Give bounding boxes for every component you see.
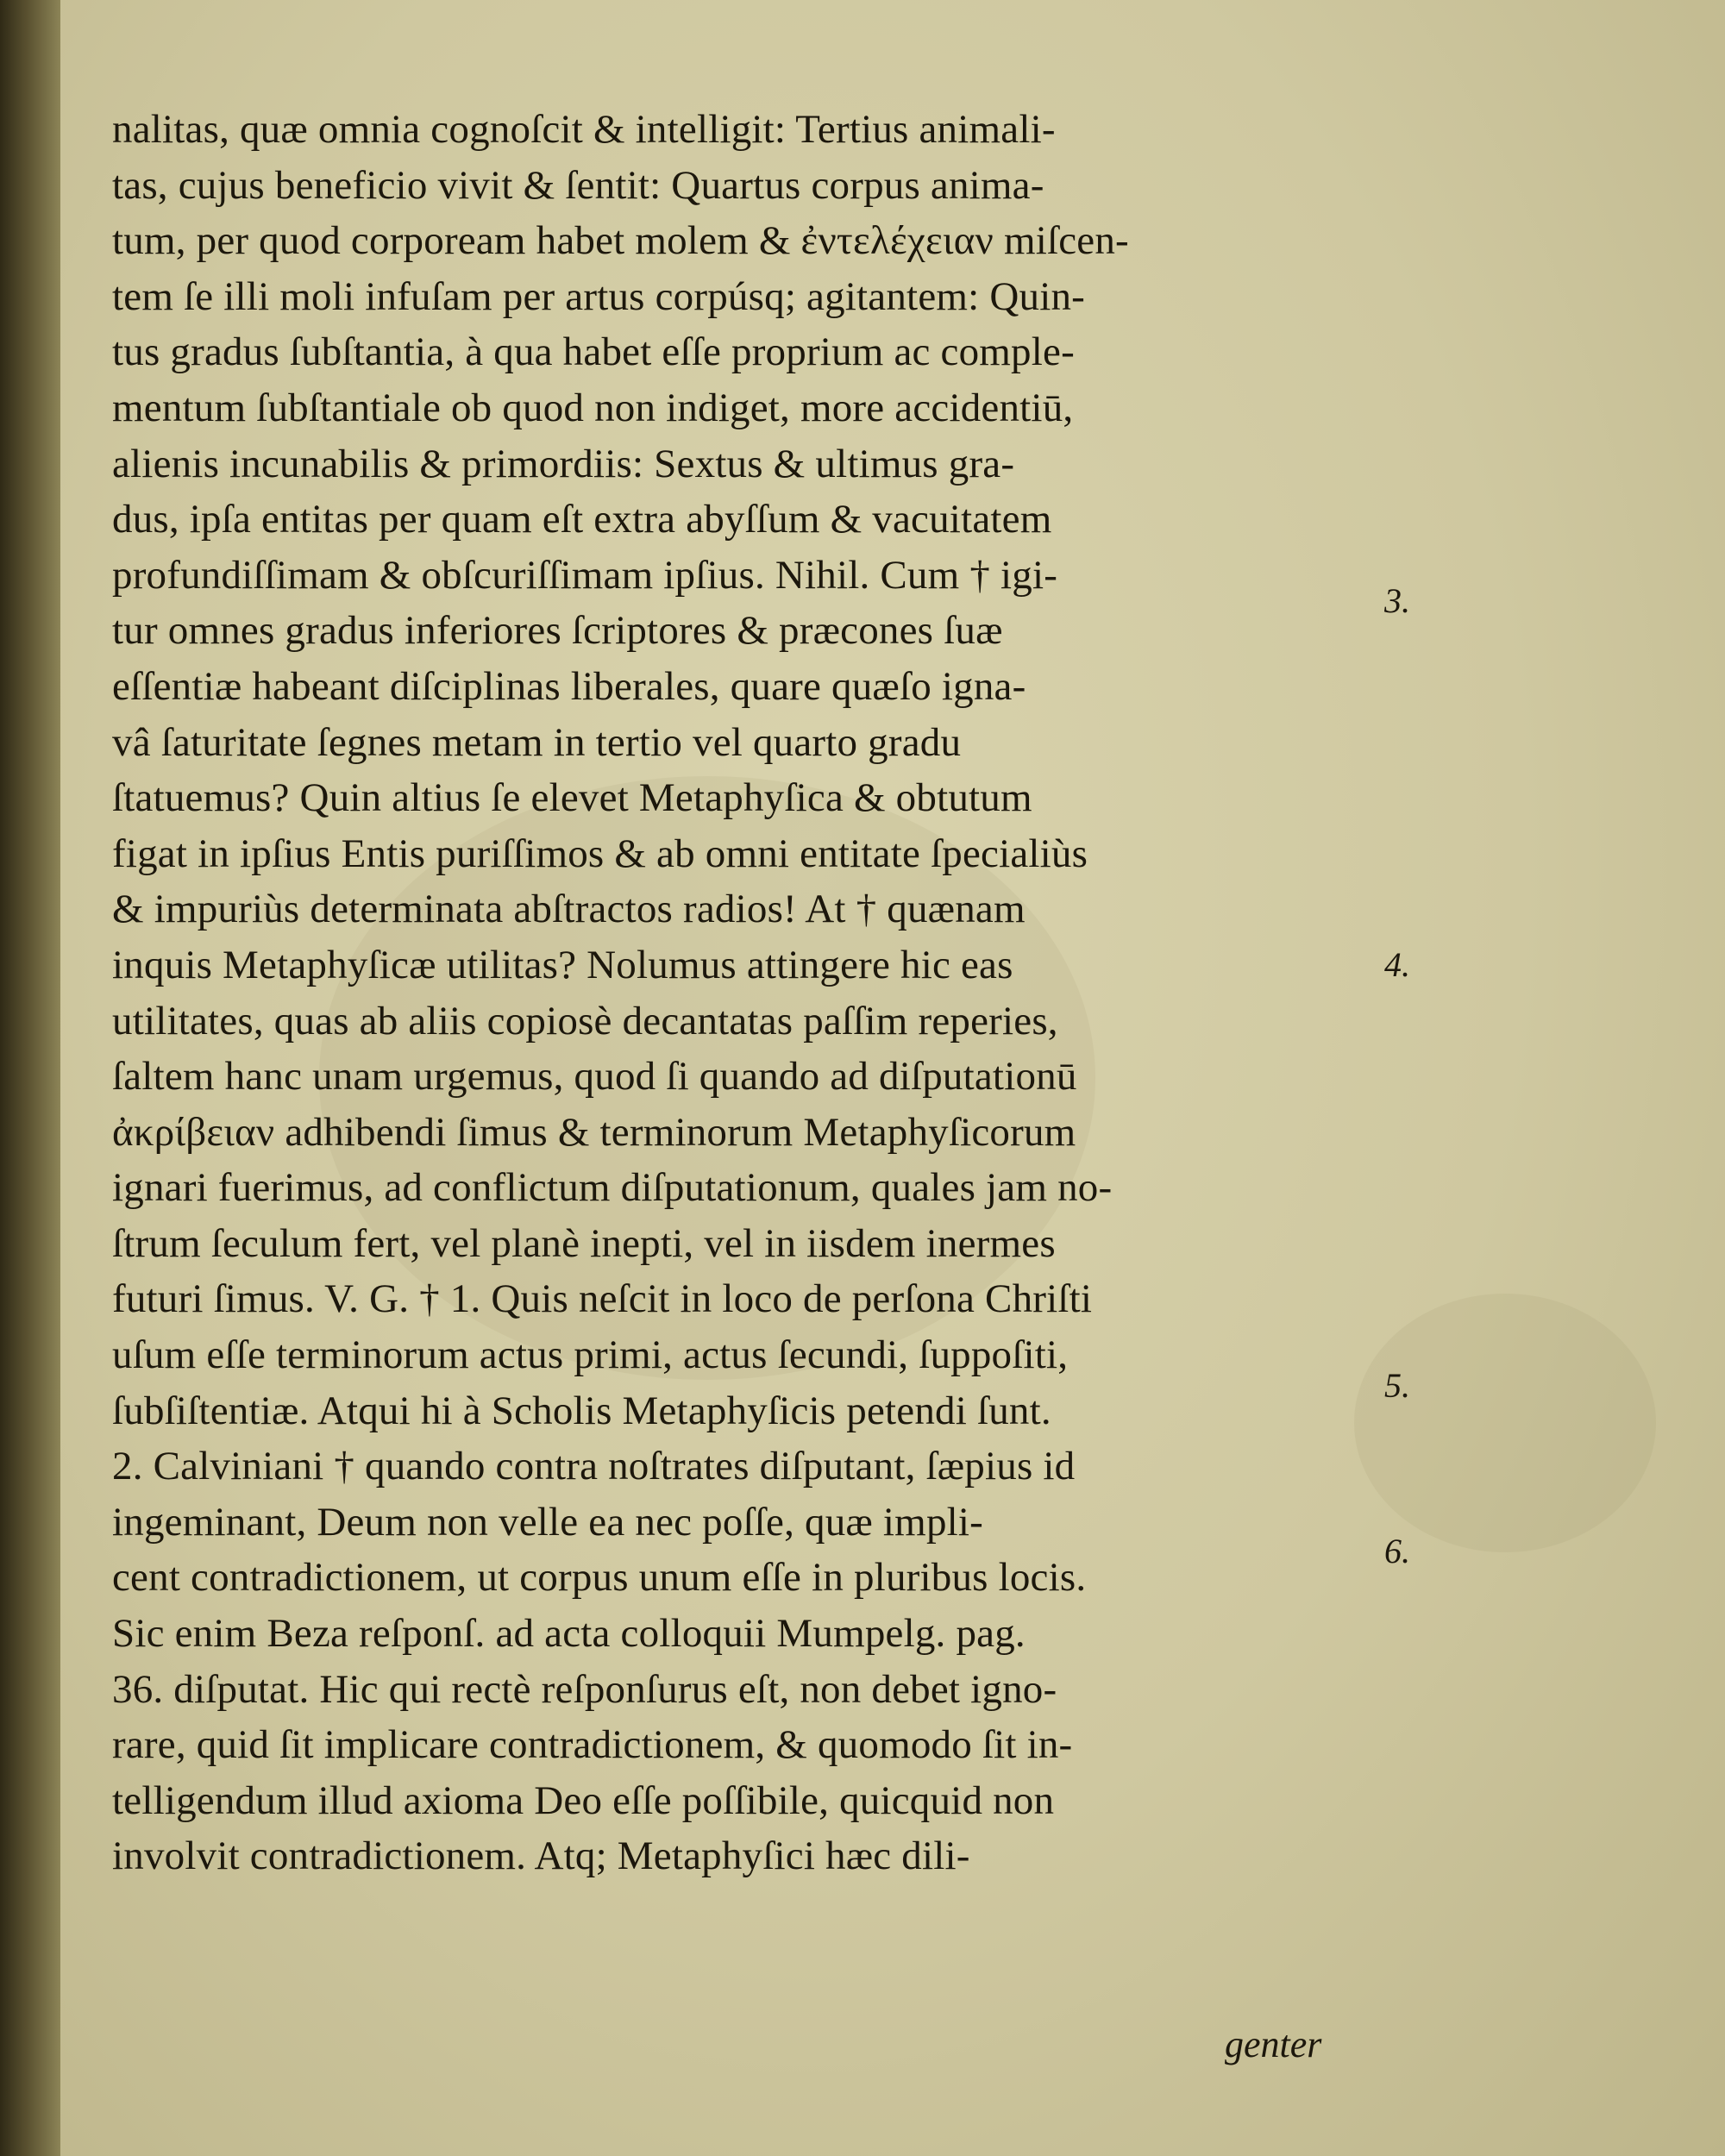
book-spine-shadow	[0, 0, 60, 2156]
text-line: nalitas, quæ omnia cognoſcit & intelligit: Tertius animali-	[112, 107, 1056, 152]
text-line: mentum ſubſtantiale ob quod non indiget, more accidentiū,	[112, 385, 1074, 430]
text-line: & impuriùs determinata abſtractos radios! At † quænam	[112, 887, 1026, 932]
text-line: cent contradictionem, ut corpus unum eſſe in pluribus locis.	[112, 1555, 1087, 1601]
text-line: ſtrum ſeculum fert, vel planè inepti, vel in iisdem inermes	[112, 1220, 1056, 1266]
text-line: rare, quid ſit implicare contradictionem, & quomodo ſit in-	[112, 1722, 1073, 1768]
paper-stain	[1354, 1294, 1656, 1552]
text-line: utilitates, quas ab aliis copiosè decantatas paſſim reperies,	[112, 998, 1058, 1044]
text-line: figat in ipſius Entis puriſſimos & ab omni entitate ſpecialiùs	[112, 830, 1088, 876]
text-line: involvit contradictionem. Atq; Metaphyſici hæc dili-	[112, 1833, 970, 1879]
text-line: profundiſſimam & obſcuriſſimam ipſius. Nihil. Cum † igi-	[112, 552, 1058, 598]
text-line: ignari fuerimus, ad conflictum diſputationum, quales jam no-	[112, 1165, 1113, 1211]
body-text	[112, 102, 1371, 1884]
text-line: futuri ſimus. V. G. † 1. Quis neſcit in loco de perſona Chriſti	[112, 1276, 1093, 1322]
text-line: ſubſiſtentiæ. Atqui hi à Scholis Metaphyſicis petendi ſunt.	[112, 1388, 1051, 1433]
text-line: tas, cujus beneficio vivit & ſentit: Quartus corpus anima-	[112, 162, 1044, 208]
margin-note: 3.	[1384, 581, 1410, 620]
text-line: alienis incunabilis & primordiis: Sextus & ultimus gra-	[112, 441, 1015, 486]
margin-note: 6.	[1384, 1532, 1410, 1570]
text-line: ἀκρίβειαν adhibendi ſimus & terminorum Metaphyſicorum	[112, 1109, 1076, 1155]
margin-note: 5.	[1384, 1366, 1410, 1405]
text-line: ſaltem hanc unam urgemus, quod ſi quando ad diſputationū	[112, 1054, 1077, 1100]
text-line: dus, ipſa entitas per quam eſt extra abyſſum & vacuitatem	[112, 497, 1052, 542]
text-line: inquis Metaphyſicæ utilitas? Nolumus attingere hic eas	[112, 942, 1013, 987]
text-line: tur omnes gradus inferiores ſcriptores & præcones ſuæ	[112, 608, 1003, 654]
text-line: eſſentiæ habeant diſciplinas liberales, quare quæſo igna-	[112, 663, 1026, 709]
text-line: tus gradus ſubſtantia, à qua habet eſſe proprium ac comple-	[112, 329, 1075, 375]
catchword: genter	[1225, 2023, 1322, 2065]
text-line: telligendum illud axioma Deo eſſe poſſibile, quicquid non	[112, 1777, 1055, 1823]
text-line: 36. diſputat. Hic qui rectè reſponſurus eſt, non debet igno-	[112, 1666, 1057, 1712]
text-line: 2. Calviniani † quando contra noſtrates diſputant, ſæpius id	[112, 1444, 1076, 1489]
text-line: tum, per quod corpoream habet molem & ἐντελέχειαν miſcen-	[112, 218, 1129, 264]
text-line: tem ſe illi moli infuſam per artus corpúsq; agitantem: Quin-	[112, 273, 1085, 319]
text-line: ingeminant, Deum non velle ea nec poſſe, quæ impli-	[112, 1499, 984, 1545]
text-line: ſtatuemus? Quin altius ſe elevet Metaphyſica & obtutum	[112, 775, 1032, 821]
text-line: Sic enim Beza reſponſ. ad acta colloquii Mumpelg. pag.	[112, 1611, 1026, 1657]
margin-note: 4.	[1384, 945, 1410, 984]
text-line: uſum eſſe terminorum actus primi, actus ſecundi, ſuppoſiti,	[112, 1332, 1069, 1378]
text-line: vâ ſaturitate ſegnes metam in tertio vel quarto gradu	[112, 719, 962, 765]
